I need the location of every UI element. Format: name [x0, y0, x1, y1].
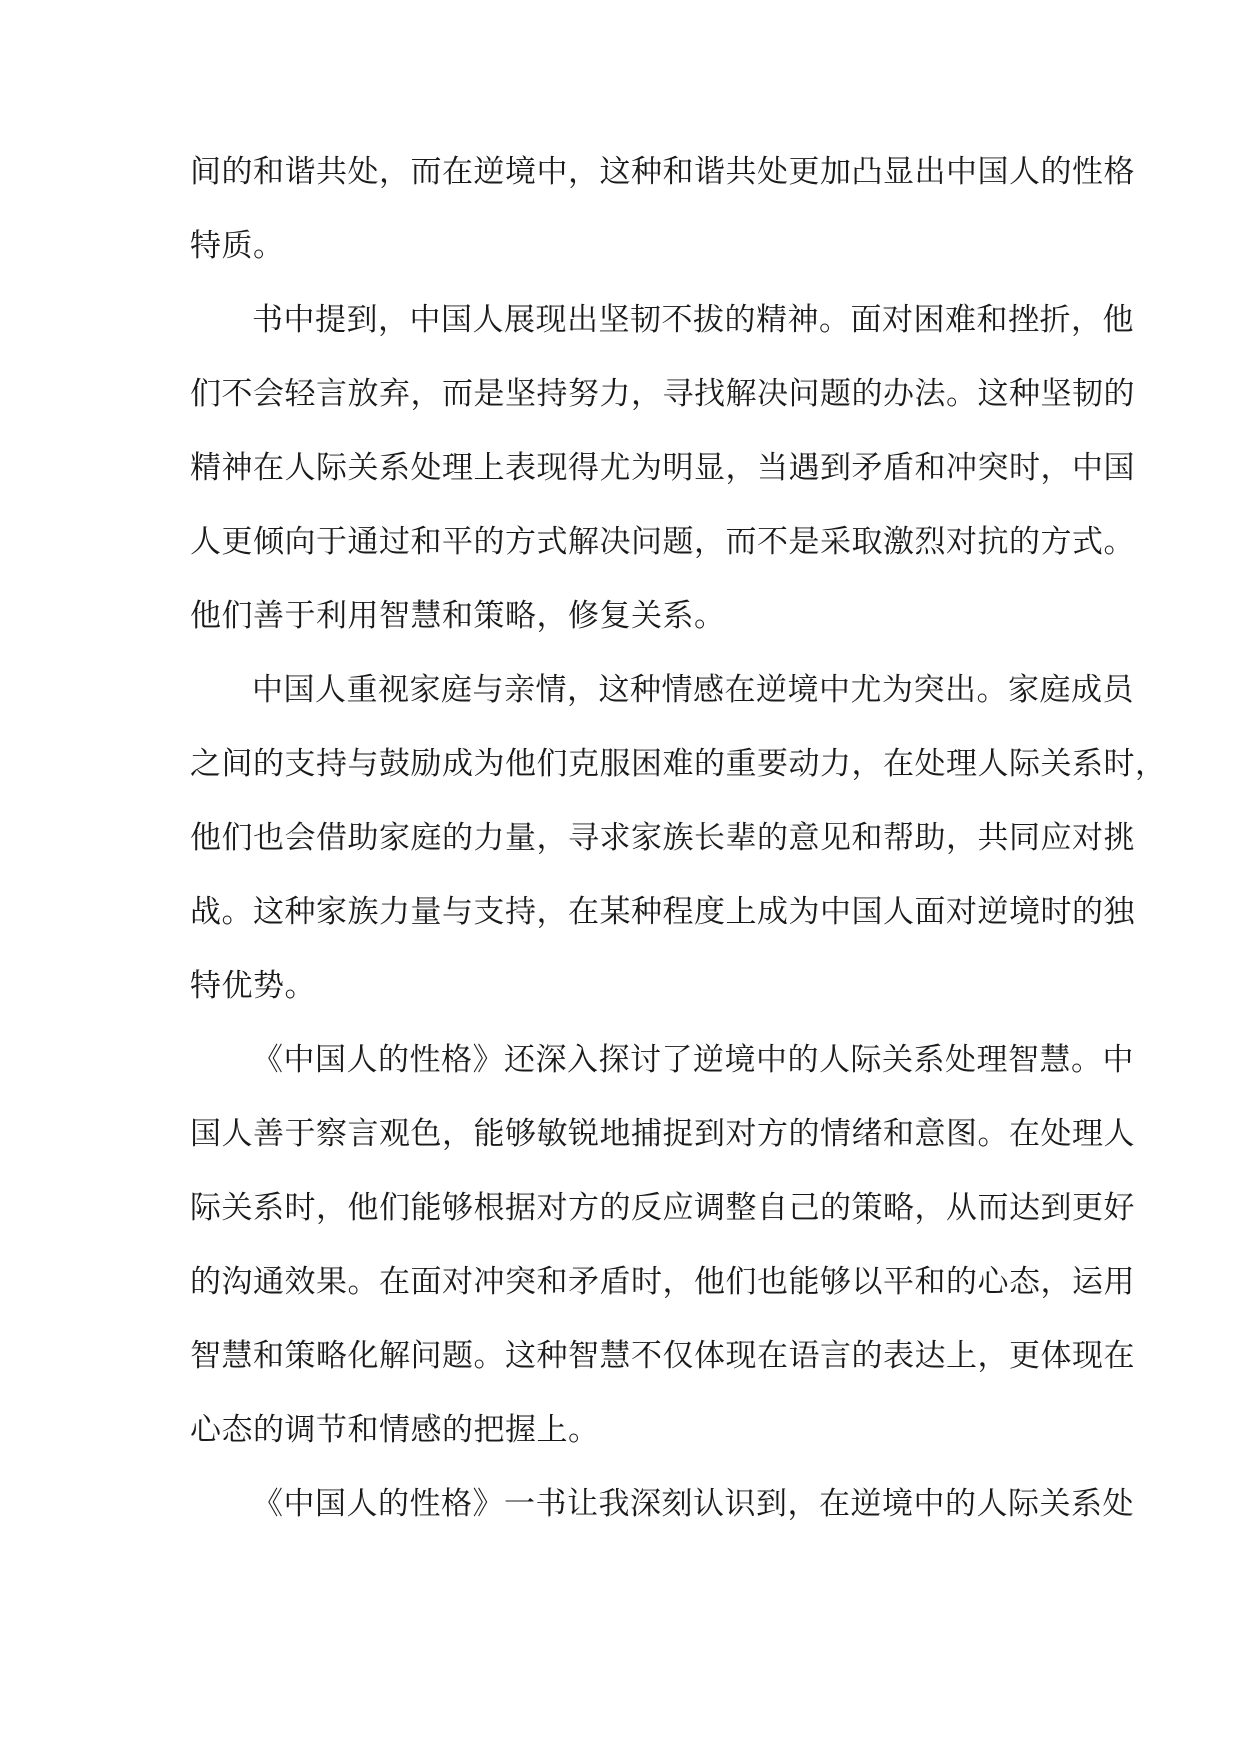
text-line: 特优势。 [190, 968, 316, 1004]
text-line: 人更倾向于通过和平的方式解决问题，而不是采取激烈对抗的方式。 [190, 524, 1135, 560]
paragraph-start-line: 中国人重视家庭与亲情，这种情感在逆境中尤为突出。家庭成员 [252, 672, 1134, 708]
text-line: 之间的支持与鼓励成为他们克服困难的重要动力，在处理人际关系时， [190, 746, 1167, 782]
text-line: 们不会轻言放弃，而是坚持努力，寻找解决问题的办法。这种坚韧的 [190, 376, 1135, 412]
text-line: 特质。 [190, 228, 285, 264]
text-line: 心态的调节和情感的把握上。 [190, 1412, 600, 1448]
text-line: 他们善于利用智慧和策略，修复关系。 [190, 598, 726, 634]
paragraph-start-line: 书中提到，中国人展现出坚韧不拔的精神。面对困难和挫折，他 [252, 302, 1134, 338]
text-line: 的沟通效果。在面对冲突和矛盾时，他们也能够以平和的心态，运用 [190, 1264, 1135, 1300]
text-line: 战。这种家族力量与支持，在某种程度上成为中国人面对逆境时的独 [190, 894, 1135, 930]
paragraph-start-line: 《中国人的性格》一书让我深刻认识到，在逆境中的人际关系处 [252, 1486, 1134, 1522]
text-line: 际关系时，他们能够根据对方的反应调整自己的策略，从而达到更好 [190, 1190, 1135, 1226]
text-line: 智慧和策略化解问题。这种智慧不仅体现在语言的表达上，更体现在 [190, 1338, 1135, 1374]
body-text [190, 142, 1167, 1548]
text-line: 精神在人际关系处理上表现得尤为明显，当遇到矛盾和冲突时，中国 [190, 450, 1135, 486]
text-line: 他们也会借助家庭的力量，寻求家族长辈的意见和帮助，共同应对挑 [190, 820, 1135, 856]
paragraph-start-line: 《中国人的性格》还深入探讨了逆境中的人际关系处理智慧。中 [252, 1042, 1134, 1078]
text-line: 国人善于察言观色，能够敏锐地捕捉到对方的情绪和意图。在处理人 [190, 1116, 1135, 1152]
text-line: 间的和谐共处，而在逆境中，这种和谐共处更加凸显出中国人的性格 [190, 154, 1135, 190]
